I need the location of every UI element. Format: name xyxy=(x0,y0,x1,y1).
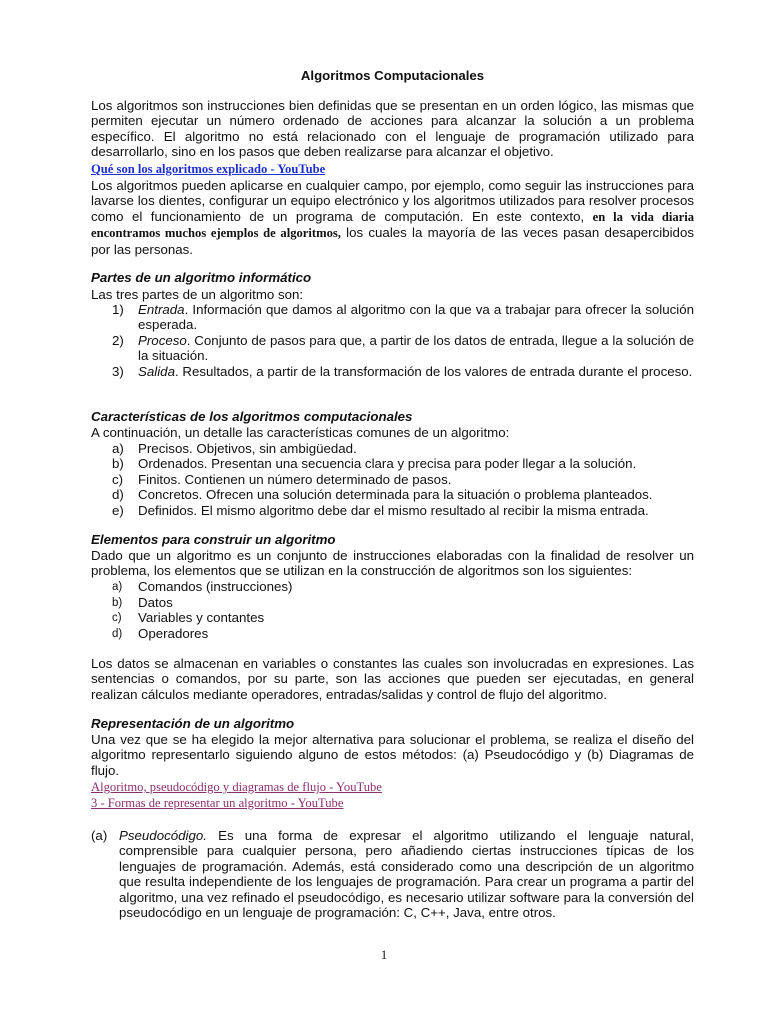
list-marker: e) xyxy=(112,503,124,518)
list-marker: 1) xyxy=(112,302,124,317)
list-text: Precisos. Objetivos, sin ambigüedad. xyxy=(138,441,357,456)
list-text: Ordenados. Presentan una secuencia clara y precisa para poder llegar a la solución. xyxy=(138,456,637,471)
list-marker: d) xyxy=(112,487,124,502)
youtube-link-que-son[interactable]: Qué son los algoritmos explicado - YouTube xyxy=(91,162,326,176)
list-item xyxy=(112,595,694,610)
applications-paragraph xyxy=(91,178,694,257)
list-text: . Conjunto de pasos para que, a partir de los datos de entrada, llegue a la solución de la situación. xyxy=(138,333,694,364)
list-text: Datos xyxy=(138,595,173,610)
list-text: Finitos. Contienen un número determinado de pasos. xyxy=(138,472,452,487)
list-marker: 3) xyxy=(112,364,124,379)
list-marker: b) xyxy=(112,456,124,471)
list-marker: 2) xyxy=(112,333,124,348)
list-term: Salida xyxy=(138,364,175,379)
applications-bold-text: en la vida diaria encontramos muchos ejemplos de algoritmos, xyxy=(91,209,695,241)
list-marker: d) xyxy=(112,628,123,640)
list-item xyxy=(112,364,694,379)
list-item xyxy=(112,487,694,502)
list-marker: a) xyxy=(112,581,123,593)
list-item xyxy=(112,333,694,364)
caracteristicas-lead: A continuación, un detalle las características comunes de un algoritmo: xyxy=(91,425,510,440)
representacion-lead: Una vez que se ha elegido la mejor alternativa para solucionar el problema, se realiza el diseño del algoritmo representarlo siguiendo alguno de estos métodos: (a) Pseudocódigo y (b) Diagramas de flujo. xyxy=(91,732,694,778)
list-marker: a) xyxy=(112,441,124,456)
list-item xyxy=(112,579,694,594)
applications-text-start: Los algoritmos pueden aplicarse en cualquier campo, por ejemplo, como seguir las instrucciones para lavarse los dientes, configurar un equipo electrónico y los algoritmos utilizados para resolver procesos como el funcionamiento de un programa de computación. En este contexto, xyxy=(91,178,694,224)
list-item xyxy=(112,472,694,487)
section-heading-partes: Partes de un algoritmo informático xyxy=(91,270,312,285)
list-marker: b) xyxy=(112,597,123,609)
list-text: Concretos. Ofrecen una solución determinada para la situación o problema planteados. xyxy=(138,487,653,502)
youtube-link-pseudocodigo[interactable]: Algoritmo, pseudocódigo y diagramas de flujo - YouTube xyxy=(91,780,382,794)
list-marker: c) xyxy=(112,472,124,487)
list-term: Proceso xyxy=(138,333,187,348)
youtube-link-formas[interactable]: 3 - Formas de representar un algoritmo - YouTube xyxy=(91,796,344,810)
document-title: Algoritmos Computacionales xyxy=(300,68,485,83)
list-item xyxy=(112,456,694,471)
list-term: Entrada xyxy=(138,302,185,317)
pseudocodigo-term: Pseudocódigo. xyxy=(119,828,207,843)
list-text: Comandos (instrucciones) xyxy=(138,579,293,594)
intro-paragraph: Los algoritmos son instrucciones bien definidas que se presentan en un orden lógico, las mismas que permiten ejecutar un número ordenado de acciones para alcanzar la solución a un problema específico. El algoritmo no está relacionado con el lenguaje de programación utilizado para desarrollarlo, sino en los pasos que deben realizarse para alcanzar el objetivo. xyxy=(91,98,694,160)
list-text: . Resultados, a partir de la transformación de los valores de entrada durante el proceso. xyxy=(174,364,693,379)
section-heading-representacion: Representación de un algoritmo xyxy=(91,716,295,731)
section-heading-elementos: Elementos para construir un algoritmo xyxy=(91,532,336,547)
list-item xyxy=(112,610,694,625)
list-text: Operadores xyxy=(138,626,209,641)
list-marker: c) xyxy=(112,612,122,624)
list-text: . Información que damos al algoritmo con la que va a trabajar para ofrecer la solución esperada. xyxy=(138,302,694,333)
list-text: Variables y contantes xyxy=(138,610,265,625)
elementos-lead: Dado que un algoritmo es un conjunto de instrucciones elaboradas con la finalidad de resolver un problema, los elementos que se utilizan en la construcción de algoritmos son los siguientes: xyxy=(91,548,694,579)
list-marker: (a) xyxy=(91,828,108,843)
list-item xyxy=(112,441,694,456)
list-item xyxy=(112,302,694,333)
list-item xyxy=(112,626,694,641)
list-text: Definidos. El mismo algoritmo debe dar el mismo resultado al recibir la misma entrada. xyxy=(138,503,649,518)
applications-text-end: los cuales la mayoría de las veces pasan desapercibidos por las personas. xyxy=(91,225,694,257)
pseudocodigo-paragraph xyxy=(91,828,694,921)
pseudocodigo-text: Es una forma de expresar el algoritmo utilizando el lenguaje natural, comprensible para cualquier persona, pero añadiendo ciertas instrucciones típicas de los lenguajes de programación. Además, está considerado como una descripción de un algoritmo que resulta independiente de los lenguajes de programación. Para crear un programa a partir del algoritmo, una vez refinado el pseudocódigo, es necesario utilizar software para la conversión del pseudocódigo en un lenguaje de programación: C, C++, Java, entre otros. xyxy=(119,828,694,921)
elementos-closing-paragraph: Los datos se almacenan en variables o constantes las cuales son involucradas en expresiones. Las sentencias o comandos, por su parte, son las acciones que pueden ser ejecutadas, en general realizan cálculos mediante operadores, entradas/salidas y control de flujo del algoritmo. xyxy=(91,656,694,702)
section-heading-caracteristicas: Características de los algoritmos computacionales xyxy=(91,409,413,424)
partes-lead: Las tres partes de un algoritmo son: xyxy=(91,287,304,302)
page-number: 1 xyxy=(380,948,388,962)
list-item xyxy=(112,503,694,518)
